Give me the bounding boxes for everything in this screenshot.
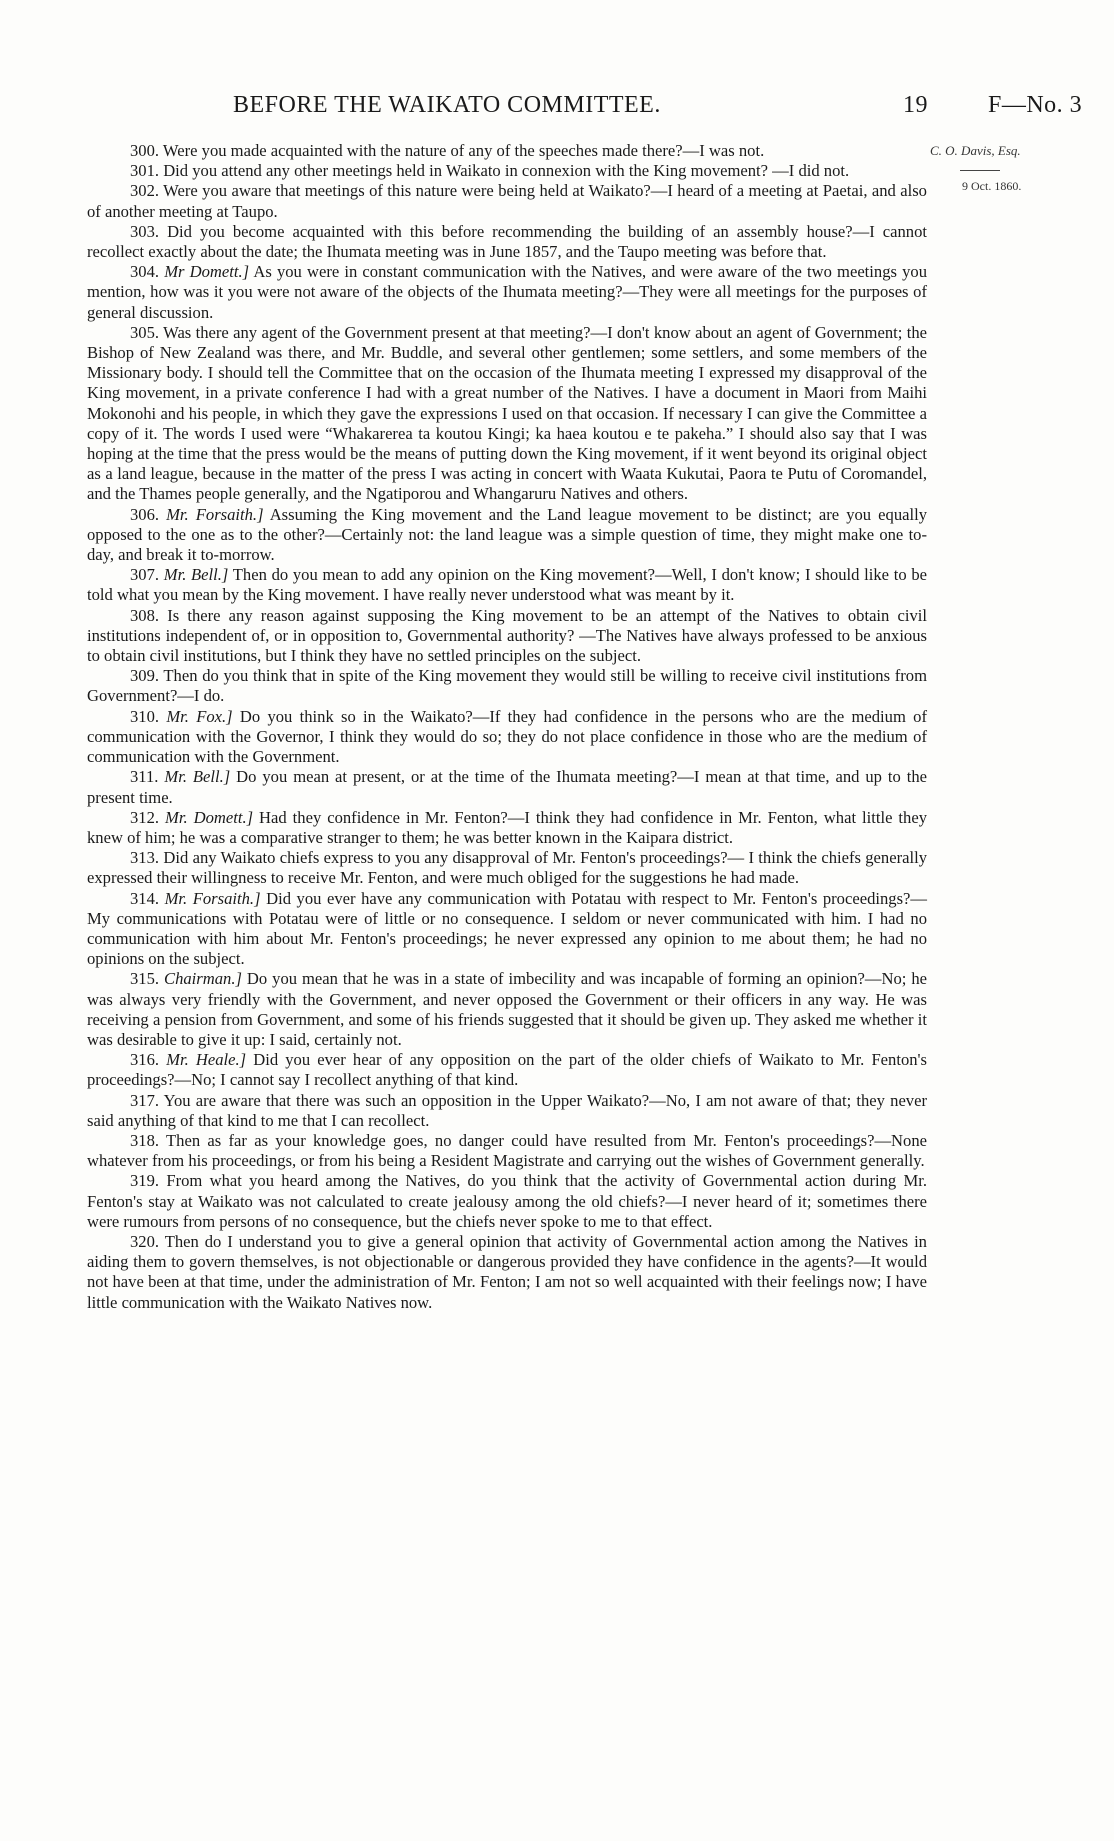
question-text: You are aware that there was such an opposition in the Upper Waikato?—No, I am not aware of that; they never said anything of that kind to me that I can recollect. [87,1090,927,1130]
speaker-name: Mr. Forsaith.] [164,888,261,908]
question-paragraph [87,323,927,505]
question-number: 319. [130,1171,160,1191]
question-text: Were you aware that meetings of this nature were being held at Waikato?—I heard of a meeting at Paetai, and also of another meeting at Taupo. [87,181,927,221]
speaker-name: Mr. Forsaith.] [166,504,264,524]
question-paragraph [87,161,927,181]
question-text: Did you attend any other meetings held in Waikato in connexion with the King movement? —I did not. [163,161,850,181]
question-text: Did you ever hear of any opposition on the part of the older chiefs of Waikato to Mr. Fenton's proceedings?—No; I cannot say I recollect anything of that kind. [87,1050,927,1090]
question-text: Do you mean at present, or at the time of the Ihumata meeting?—I mean at that time, and up to the present time. [87,767,927,807]
question-paragraph [87,969,927,1050]
session-date: 9 Oct. 1860. [962,179,1022,193]
question-number: 300. [130,141,160,160]
question-text: Did you ever have any communication with Potatau with respect to Mr. Fenton's proceedings?—My communications with Potatau were of little or no consequence. I seldom or never communicated with him. I had no communication with him about Mr. Fenton's proceedings; he never expressed any opinion to me about them; he had no opinions on the subject. [87,888,927,969]
question-text: Then as far as your knowledge goes, no danger could have resulted from Mr. Fenton's proceedings?—None whatever from his proceedings, or from his being a Resident Magistrate and carrying out the wishes of Government generally. [87,1130,927,1171]
question-number: 313. [130,848,160,868]
speaker-name: Mr Domett.] [164,262,250,282]
question-paragraph [87,565,927,605]
question-number: 307. [130,565,160,585]
question-text: Do you think so in the Waikato?—If they had confidence in the persons who are the medium of communication with the Governor, I think they would do so; they do not place confidence in those who are the medium of communication with the Government. [87,706,927,767]
question-number: 310. [130,706,160,726]
question-text: As you were in constant communication with the Natives, and were aware of the two meetings you mention, how was it you were not aware of the objects of the Ihumata meeting?—They were all meetings for the purposes of general discussion. [87,262,927,322]
question-number: 309. [130,666,160,686]
question-text: Did you become acquainted with this before recommending the building of an assembly house?—I cannot recollect exactly about the date; the Ihumata meeting was in June 1857, and the Taupo meeting was before that. [87,221,927,262]
speaker-name: Mr. Heale.] [166,1050,247,1070]
question-text: Is there any reason against supposing the King movement to be an attempt of the Natives to obtain civil institutions independent of, or in opposition to, Governmental authority? —The Natives have always professed to be anxious to obtain civil institutions, but I think they have no settled principles on the subject. [87,605,927,666]
question-paragraph [87,767,927,807]
question-paragraph [87,889,927,970]
question-paragraph [87,181,927,221]
question-paragraph [87,222,927,262]
question-paragraph [87,1131,927,1171]
question-text: Assuming the King movement and the Land league movement to be distinct; are you equally opposed to the one as to the other?—Certainly not: the land league was a simple question of time, they might make one to-day, and break it to-morrow. [87,504,927,565]
question-text: Did any Waikato chiefs express to you any disapproval of Mr. Fenton's proceedings?— I think the chiefs generally expressed their willingness to receive Mr. Fenton, and were much obliged for the suggestions he had made. [87,848,927,888]
question-paragraph [87,1050,927,1090]
witness-name: C. O. Davis, Esq. [930,143,1021,158]
question-number: 305. [130,322,160,342]
page-number: 19 [903,92,928,118]
question-number: 312. [130,807,160,827]
question-text: Were you made acquainted with the nature of any of the speeches made there?—I was not. [162,141,765,160]
speaker-name: Mr. Bell.] [163,565,229,585]
question-number: 316. [130,1050,160,1070]
question-text: Then do I understand you to give a general opinion that activity of Governmental action among the Natives in aiding them to govern themselves, is not objectionable or dangerous provided they have confidence in the agents?—It would not have been at that time, under the administration of Mr. Fenton; I am not so well acquainted with their feelings now; I have little communication with the Waikato Natives now. [87,1231,927,1312]
question-number: 317. [130,1090,160,1110]
question-text: Then do you mean to add any opinion on the King movement?—Well, I don't know; I should like to be told what you mean by the King movement. I have really never understood what was meant by it. [87,565,927,605]
question-paragraph [87,262,927,323]
question-text: Do you mean that he was in a state of imbecility and was incapable of forming an opinion?—No; he was always very friendly with the Government, and never opposed the Government or their officers in any way. He was receiving a pension from Government, and some of his friends suggested that it should be given up. They asked me whether it was desirable to give it up: I said, certainly not. [87,969,927,1049]
question-text: From what you heard among the Natives, do you think that the activity of Governmental action during Mr. Fenton's stay at Waikato was not calculated to create jealousy among the old chiefs?—I never heard of it; sometimes there were rumours from persons of no consequence, but the chiefs never spoke to me to that effect. [87,1171,928,1231]
question-paragraph [87,1171,927,1232]
speaker-name: Chairman.] [164,969,242,989]
question-paragraph [87,808,927,848]
question-number: 304. [130,262,160,282]
page-header [0,92,1114,122]
question-paragraph [87,707,927,768]
question-number: 320. [130,1231,160,1251]
question-paragraph [87,666,927,706]
question-number: 302. [130,181,160,201]
question-number: 303. [130,221,160,241]
speaker-name: Mr. Domett.] [165,807,254,827]
question-paragraph [87,1091,927,1131]
question-paragraph [87,606,927,667]
question-paragraph [87,505,927,566]
question-text: Had they confidence in Mr. Fenton?—I think they had confidence in Mr. Fenton, what little they knew of him; he was a comparative stranger to them; he was better known in the Kaipara district. [87,807,927,847]
question-number: 315. [130,969,160,989]
question-number: 308. [130,605,160,625]
series-number: F—No. 3 [988,92,1083,118]
question-paragraph [87,1232,927,1313]
question-number: 314. [130,888,160,908]
question-paragraph [87,848,927,888]
question-text: Was there any agent of the Government present at that meeting?—I don't know about an agent of Government; the Bishop of New Zealand was there, and Mr. Buddle, and several other gentlemen; some settlers, and some members of the Missionary body. I should tell the Committee that on the occasion of the Ihumata meeting I expressed my disapproval of the King movement, in a private conference I had with a great number of the Natives. I have a document in Maori from Maihi Mokonohi and his people, in which they gave the expressions I used on that occasion. If necessary I can give the Committee a copy of it. The words I used were “Whakarerea ta koutou Kingi; ka haea koutou e te pakeha.” I should also say that I was hoping at the time that the press would be the means of putting down the King movement, if it went beyond its original object as a land league, because in the matter of the press I was acting in concert with Waata Kukutai, Paora te Putu of Coromandel, and the Thames people generally, and the Ngatiporou and Whangaruru Natives and others. [87,322,927,504]
question-number: 311. [130,767,159,787]
question-number: 318. [130,1130,160,1150]
running-title: BEFORE THE WAIKATO COMMITTEE. [233,92,661,118]
question-text: Then do you think that in spite of the King movement they would still be willing to receive civil institutions from Government?—I do. [87,666,927,706]
margin-rule [960,170,1000,171]
speaker-name: Mr. Fox.] [166,706,233,726]
minutes-body [87,141,927,1313]
question-number: 306. [130,504,160,524]
speaker-name: Mr. Bell.] [164,767,231,787]
question-paragraph [87,141,927,161]
question-number: 301. [130,161,160,181]
